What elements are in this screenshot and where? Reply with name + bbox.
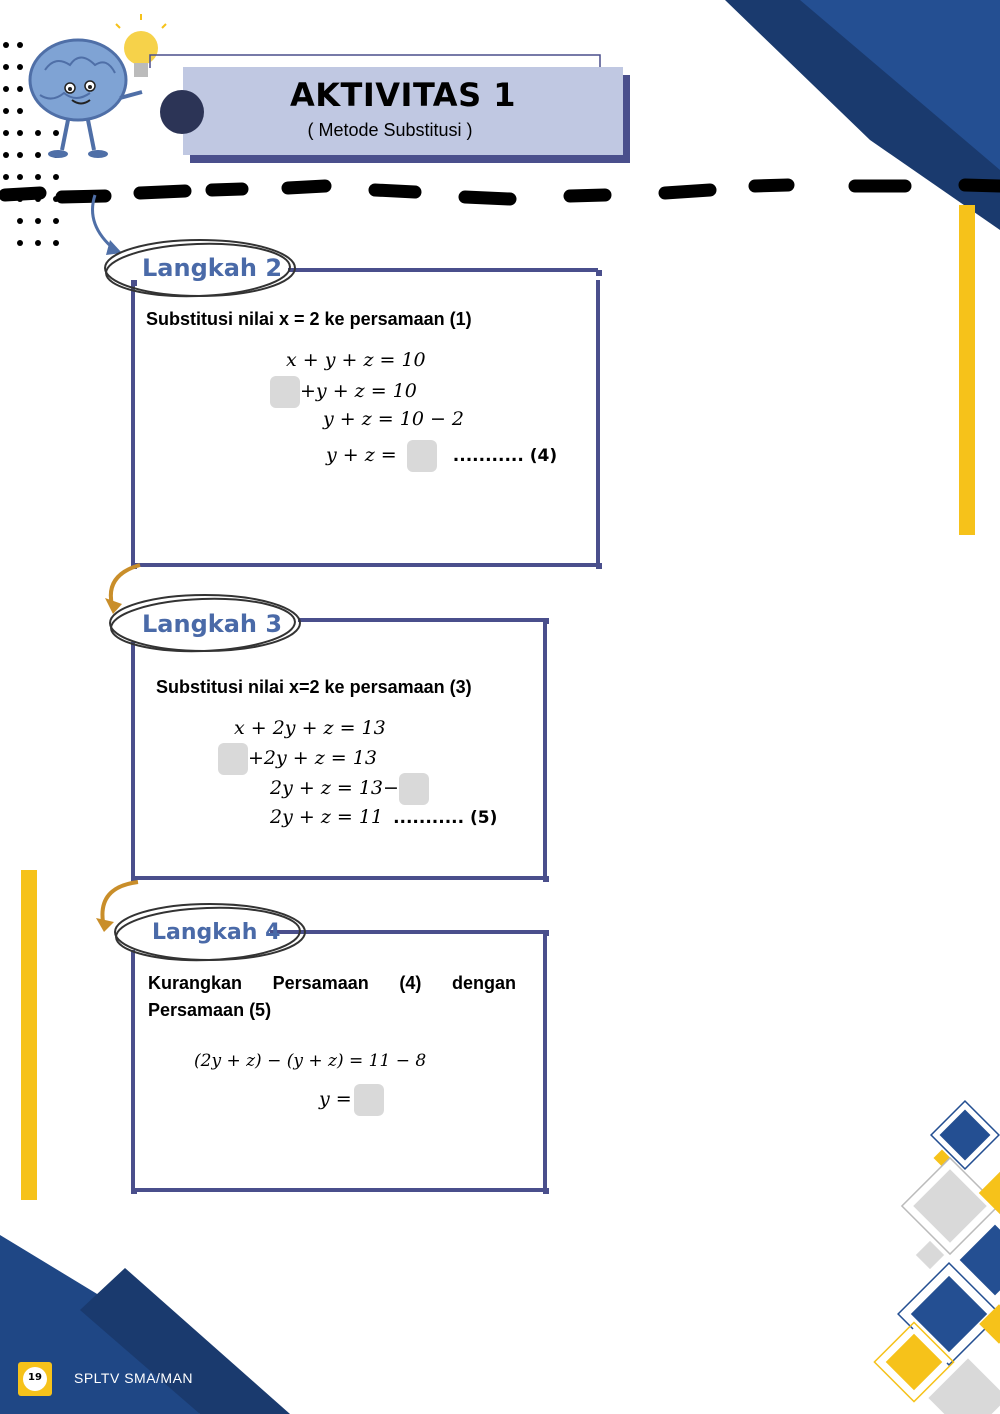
step-4-instruction-line-2: Persamaan (5) <box>148 1000 272 1020</box>
brain-mascot-icon <box>30 40 142 158</box>
right-yellow-bar <box>959 205 975 535</box>
diamond-pattern <box>874 1101 1000 1414</box>
step-4-line-1: (2y + z) − (y + z) = 11 − 8 <box>194 1051 427 1071</box>
step-2-line-3: y + z = 10 − 2 <box>323 408 465 430</box>
step-2-line-4: y + z = ........... (4) <box>326 440 557 472</box>
answer-blank[interactable] <box>407 440 437 472</box>
step-label-2: Langkah 2 <box>142 254 283 282</box>
gold-arrow-icon <box>105 565 140 614</box>
step-3-line-3: 2y + z = 13− <box>270 773 429 805</box>
answer-blank[interactable] <box>270 376 300 408</box>
answer-blank[interactable] <box>218 743 248 775</box>
answer-blank[interactable] <box>354 1084 384 1116</box>
answer-blank[interactable] <box>399 773 429 805</box>
equation-reference: ........... (4) <box>452 446 558 466</box>
left-yellow-bar <box>21 870 37 1200</box>
footer-text: SPLTV SMA/MAN <box>74 1370 194 1386</box>
dashed-divider <box>5 185 1000 199</box>
step-4-instruction-line-1: Kurangkan Persamaan (4) dengan <box>148 973 516 993</box>
page-number: 19 <box>28 1372 42 1383</box>
step-4-line-2: y = <box>319 1084 384 1116</box>
equation-reference: ........... (5) <box>393 808 498 828</box>
step-3-line-1: x + 2y + z = 13 <box>234 717 386 739</box>
step-2-instruction: Substitusi nilai x = 2 ke persamaan (1) <box>146 309 472 329</box>
step-3-line-2: +2y + z = 13 <box>218 743 377 775</box>
activity-subtitle: ( Metode Substitusi ) <box>307 120 473 140</box>
step-3-line-4: 2y + z = 11 ........... (5) <box>270 806 498 828</box>
activity-title: AKTIVITAS 1 <box>289 76 517 114</box>
curved-arrow-icon <box>93 195 116 250</box>
step-2-line-1: x + y + z = 10 <box>286 349 426 371</box>
step-3-instruction: Substitusi nilai x=2 ke persamaan (3) <box>156 677 472 697</box>
step-label-4: Langkah 4 <box>152 920 281 945</box>
step-2-line-2: +y + z = 10 <box>270 376 417 408</box>
step-label-3: Langkah 3 <box>142 610 283 638</box>
